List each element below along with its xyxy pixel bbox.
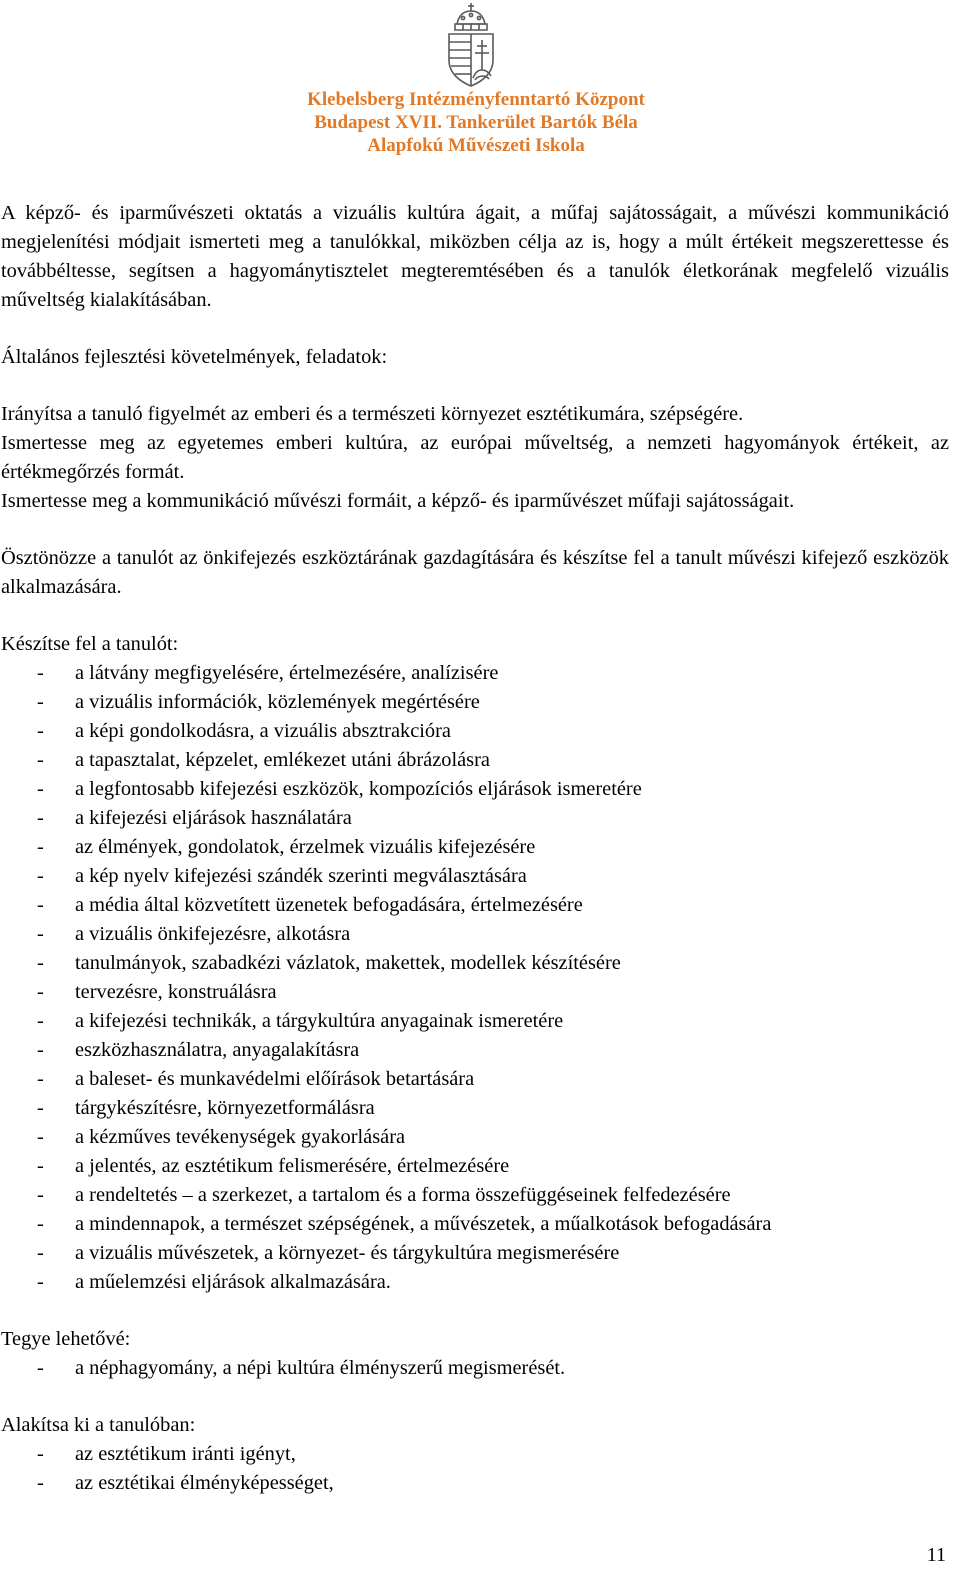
list-item-text: a tapasztalat, képzelet, emlékezet utáni ábrázolásra: [75, 749, 490, 771]
list-item-text: a vizuális információk, közlemények megértésére: [75, 691, 480, 713]
prepare-list: [1, 659, 949, 1297]
list-item-text: a vizuális önkifejezésre, alkotásra: [75, 923, 351, 945]
list-item-text: a média által közvetített üzenetek befogadására, értelmezésére: [75, 894, 583, 916]
dash-bullet: -: [37, 952, 44, 974]
list-item: [1, 1210, 949, 1239]
list-item: [1, 1123, 949, 1152]
dash-bullet: -: [37, 1010, 44, 1032]
coat-of-arms-icon: [443, 2, 499, 88]
list-item: [1, 920, 949, 949]
header-line-3: Alapfokú Művészeti Iskola: [367, 135, 585, 156]
list-item: [1, 775, 949, 804]
list-item-text: a kézműves tevékenységek gyakorlására: [75, 1126, 406, 1148]
list-item: [1, 1239, 949, 1268]
list-item: [1, 1469, 949, 1498]
develop-heading: Alakítsa ki a tanulóban:: [1, 1414, 196, 1436]
prepare-heading: Készítse fel a tanulót:: [1, 633, 179, 655]
list-item: [1, 746, 949, 775]
dash-bullet: -: [37, 1039, 44, 1061]
dash-bullet: -: [37, 807, 44, 829]
list-item: [1, 1268, 949, 1297]
dash-bullet: -: [37, 1242, 44, 1264]
list-item: [1, 1181, 949, 1210]
encourage-paragraph: Ösztönözze a tanulót az önkifejezés eszköztárának gazdagítására és készítse fel a tanult művészi kifejező eszközök alkalmazására.: [1, 547, 949, 598]
list-item: [1, 862, 949, 891]
list-item-text: a baleset- és munkavédelmi előírások betartására: [75, 1068, 475, 1090]
dash-bullet: -: [37, 662, 44, 684]
list-item-text: az esztétikai élményképességet,: [75, 1472, 334, 1494]
dash-bullet: -: [37, 1472, 44, 1494]
list-item-text: tárgykészítésre, környezetformálásra: [75, 1097, 375, 1119]
dash-bullet: -: [37, 720, 44, 742]
dash-bullet: -: [37, 1097, 44, 1119]
enable-list: [1, 1354, 949, 1383]
dash-bullet: -: [37, 923, 44, 945]
list-item: [1, 978, 949, 1007]
page-number: 11: [926, 1544, 946, 1566]
list-item-text: tervezésre, konstruálásra: [75, 981, 277, 1003]
list-item-text: a kifejezési technikák, a tárgykultúra anyagainak ismeretére: [75, 1010, 564, 1032]
list-item-text: a kifejezési eljárások használatára: [75, 807, 352, 829]
list-item-text: a néphagyomány, a népi kultúra élményszerű megismerését.: [75, 1357, 566, 1379]
list-item: [1, 833, 949, 862]
list-item: [1, 891, 949, 920]
list-item: [1, 1036, 949, 1065]
dash-bullet: -: [37, 1443, 44, 1465]
list-item-text: tanulmányok, szabadkézi vázlatok, makettek, modellek készítésére: [75, 952, 621, 974]
list-item: [1, 1152, 949, 1181]
list-item-text: a kép nyelv kifejezési szándék szerinti megválasztására: [75, 865, 527, 887]
dash-bullet: -: [37, 865, 44, 887]
header-line-2: Budapest XVII. Tankerület Bartók Béla: [314, 112, 638, 133]
intro-paragraph: A képző- és iparművészeti oktatás a vizuális kultúra ágait, a műfaj sajátosságait, a művészi kommunikáció megjelenítési módjait ismerteti meg a tanulókkal, miközben célja az is, hogy a múlt értékeit megszerettesse és továbbéltesse, segítsen a hagyománytisztelet megteremtésében és a tanulók életkorának megfelelő vizuális műveltség kialakításában.: [1, 202, 949, 311]
list-item: [1, 659, 949, 688]
list-item-text: a legfontosabb kifejezési eszközök, kompozíciós eljárások ismeretére: [75, 778, 642, 800]
list-item-text: a műelemzési eljárások alkalmazására.: [75, 1271, 391, 1293]
dash-bullet: -: [37, 1271, 44, 1293]
list-item-text: az élmények, gondolatok, érzelmek vizuális kifejezésére: [75, 836, 536, 858]
general-item-1: Irányítsa a tanuló figyelmét az emberi és a természeti környezet esztétikumára, szépségére.: [1, 403, 744, 425]
list-item-text: a látvány megfigyelésére, értelmezésére, analízisére: [75, 662, 499, 684]
general-heading: Általános fejlesztési követelmények, feladatok:: [1, 346, 388, 368]
institution-header: [0, 88, 960, 157]
general-item-3: Ismertesse meg a kommunikáció művészi formáit, a képző- és iparművészet műfaji sajátosságait.: [1, 490, 795, 512]
list-item: [1, 804, 949, 833]
list-item-text: a jelentés, az esztétikum felismerésére, értelmezésére: [75, 1155, 510, 1177]
list-item-text: eszközhasználatra, anyagalakításra: [75, 1039, 360, 1061]
dash-bullet: -: [37, 1155, 44, 1177]
dash-bullet: -: [37, 1213, 44, 1235]
list-item: [1, 688, 949, 717]
dash-bullet: -: [37, 836, 44, 858]
list-item: [1, 1065, 949, 1094]
list-item: [1, 1007, 949, 1036]
dash-bullet: -: [37, 894, 44, 916]
list-item: [1, 717, 949, 746]
dash-bullet: -: [37, 1184, 44, 1206]
list-item-text: a képi gondolkodásra, a vizuális absztrakcióra: [75, 720, 451, 742]
list-item-text: a mindennapok, a természet szépségének, a művészetek, a műalkotások befogadására: [75, 1213, 772, 1235]
dash-bullet: -: [37, 981, 44, 1003]
dash-bullet: -: [37, 749, 44, 771]
header-line-1: Klebelsberg Intézményfenntartó Központ: [307, 89, 645, 110]
dash-bullet: -: [37, 1126, 44, 1148]
dash-bullet: -: [37, 1357, 44, 1379]
list-item-text: a rendeltetés – a szerkezet, a tartalom és a forma összefüggéseinek felfedezésére: [75, 1184, 731, 1206]
document-body: [1, 199, 949, 1498]
dash-bullet: -: [37, 1068, 44, 1090]
develop-list: [1, 1440, 949, 1498]
dash-bullet: -: [37, 691, 44, 713]
list-item: [1, 1440, 949, 1469]
enable-heading: Tegye lehetővé:: [1, 1328, 131, 1350]
dash-bullet: -: [37, 778, 44, 800]
list-item: [1, 1354, 949, 1383]
list-item-text: az esztétikum iránti igényt,: [75, 1443, 296, 1465]
list-item: [1, 949, 949, 978]
list-item: [1, 1094, 949, 1123]
list-item-text: a vizuális művészetek, a környezet- és tárgykultúra megismerésére: [75, 1242, 620, 1264]
general-item-2: Ismertesse meg az egyetemes emberi kultúra, az európai műveltség, a nemzeti hagyományok értékeit, az értékmegőrzés formát.: [1, 432, 949, 483]
